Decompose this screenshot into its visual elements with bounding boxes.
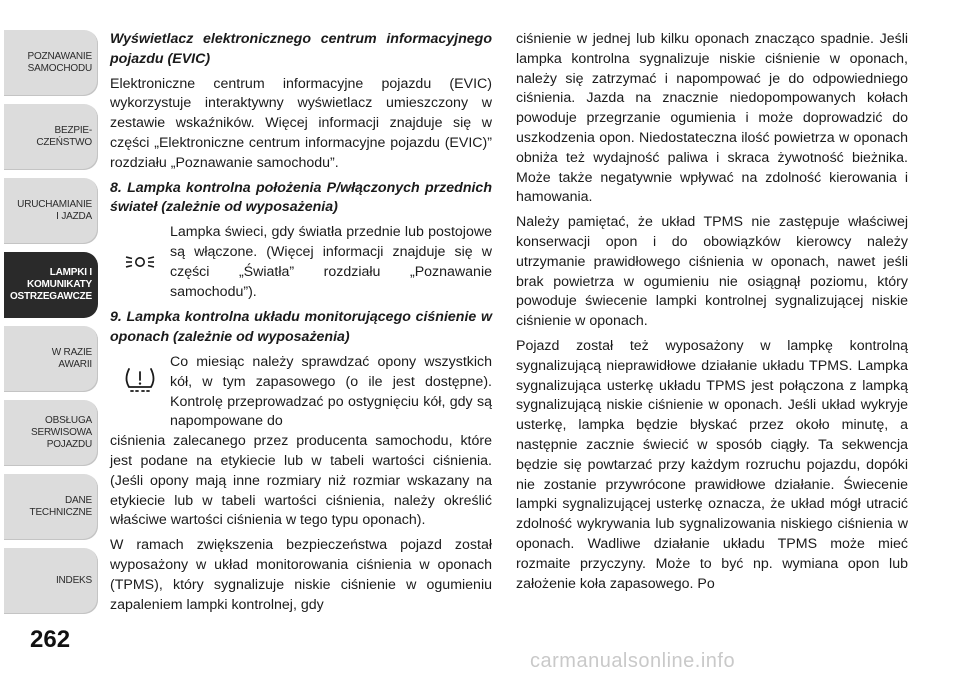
tire-pressure-icon <box>120 365 160 395</box>
tab-indeks[interactable]: INDEKS <box>4 548 98 614</box>
tpms-malfunction-paragraph: Pojazd został też wyposażony w lampkę kontrolną sygnalizującą nieprawidłowe działanie układu TPMS. Lampka sygnalizująca usterkę układu TPMS jest połączona z lampką sygnalizującą niskie ciśnienie w oponach. Jeśli układ wykryje usterkę, lampka będzie błyskać przez około minutę, a następnie zacznie świecić w sposób ciągły. Ta sekwencja będzie się powtarzać przy każdym rozruchu pojazdu, dopóki nie zostanie przywrócone prawidłowe działanie. Świecenie lampki sygnalizującej usterkę oznacza, że układ mógł utracić zdolność wykrywania lub sygnalizowania niskiego ciśnienia w oponach. Wadliwe działanie układu TPMS może mieć rozmaite przyczyny. Może to być np. wymiana opon lub założenie koła zapasowego. Po <box>516 337 908 592</box>
tab-lampki-i-komunikaty[interactable]: LAMPKI I KOMUNIKATY OSTRZEGAWCZE <box>4 252 98 318</box>
right-column <box>516 30 908 599</box>
item8-heading: 8. Lampka kontrolna położenia P/włączonych przednich świateł (zależnie od wyposażenia) <box>110 179 492 216</box>
evic-heading: Wyświetlacz elektronicznego centrum informacyjnego pojazdu (EVIC) <box>110 31 492 67</box>
tab-uruchamianie-i-jazda[interactable]: URUCHAMIANIE I JAZDA <box>4 178 98 244</box>
parking-lights-icon <box>120 247 160 277</box>
watermark: carmanualsonline.info <box>530 650 736 672</box>
tab-poznawanie-samochodu[interactable]: POZNAWANIE SAMOCHODU <box>4 30 98 96</box>
tab-bezpieczenstwo[interactable]: BEZPIE- CZEŃSTWO <box>4 104 98 170</box>
tpms-intro: W ramach zwiększenia bezpieczeństwa pojazd został wyposażony w układ monitorowania ciśnienia w oponach (TPMS), który sygnalizuje niskie ciśnienie w ogumieniu zapaleniem lampki kontrolnej, gdy <box>110 537 492 613</box>
item8-body: Lampka świeci, gdy światła przednie lub postojowe są włączone. (Więcej informacji znajduje się w części „Światła” rozdziału „Poznawanie samochodu”). <box>170 224 492 300</box>
item9-block <box>110 353 492 432</box>
tab-dane-techniczne[interactable]: DANE TECHNICZNE <box>4 474 98 540</box>
page-number: 262 <box>30 626 71 653</box>
item9-body-indent: Co miesiąc należy sprawdzać opony wszystkich kół, w tym zapasowego (o ile jest dostępne). Kontrolę przeprowadzać po ostygnięciu kół, gdy są napompowane do <box>170 353 492 430</box>
item9-body-rest: ciśnienia zalecanego przez producenta samochodu, które jest podane na etykiecie lub w tabeli wartości ciśnienia. (Jeśli opony mają inne rozmiary niż rozmiar wskazany na etykiecie lub w tabeli wartości ciśnienia, należy określić właściwe wartości ciśnienia w tego typu oponach). <box>110 433 492 529</box>
tab-w-razie-awarii[interactable]: W RAZIE AWARII <box>4 326 98 392</box>
left-column <box>110 30 492 620</box>
tab-obsluga-serwisowa[interactable]: OBSŁUGA SERWISOWA POJAZDU <box>4 400 98 466</box>
tpms-warning-paragraph: ciśnienie w jednej lub kilku oponach znacząco spadnie. Jeśli lampka kontrolna sygnalizuje niskie ciśnienie w oponach, należy się zatrzymać i napompować je do odpowiedniego ciśnienia. Jazda na znacznie niedopompowanych kołach powoduje przegrzanie ogumienia i może doprowadzić do uszkodzenia opon. Niedostateczna ilość powietrza w oponach obniża też wydajność paliwa i skraca żywotność bieżnika. Może także negatywnie wpływać na zdolność kierowania i hamowania. <box>516 31 908 206</box>
evic-body: Elektroniczne centrum informacyjne pojazdu (EVIC) wykorzystuje interaktywny wyświetlacz umieszczony w zestawie wskaźników. Więcej informacji znajduje się w części „Elektroniczne centrum informacyjne pojazdu (EVIC)” rozdziału „Poznawanie samochodu”. <box>110 75 492 171</box>
item9-heading: 9. Lampka kontrolna układu monitorującego ciśnienie w oponach (zależnie od wyposażenia) <box>110 309 492 346</box>
tpms-maintenance-paragraph: Należy pamiętać, że układ TPMS nie zastępuje właściwej konserwacji opon i do obowiązków kierowcy należy utrzymanie prawidłowego ciśnienia w oponach, nawet jeśli brak powietrza w ogumieniu nie osiągnął poziomu, który powoduje świecenie lampki kontrolnej sygnalizującej niskie ciśnienie w oponach. <box>516 214 908 330</box>
item8-block <box>110 223 492 302</box>
